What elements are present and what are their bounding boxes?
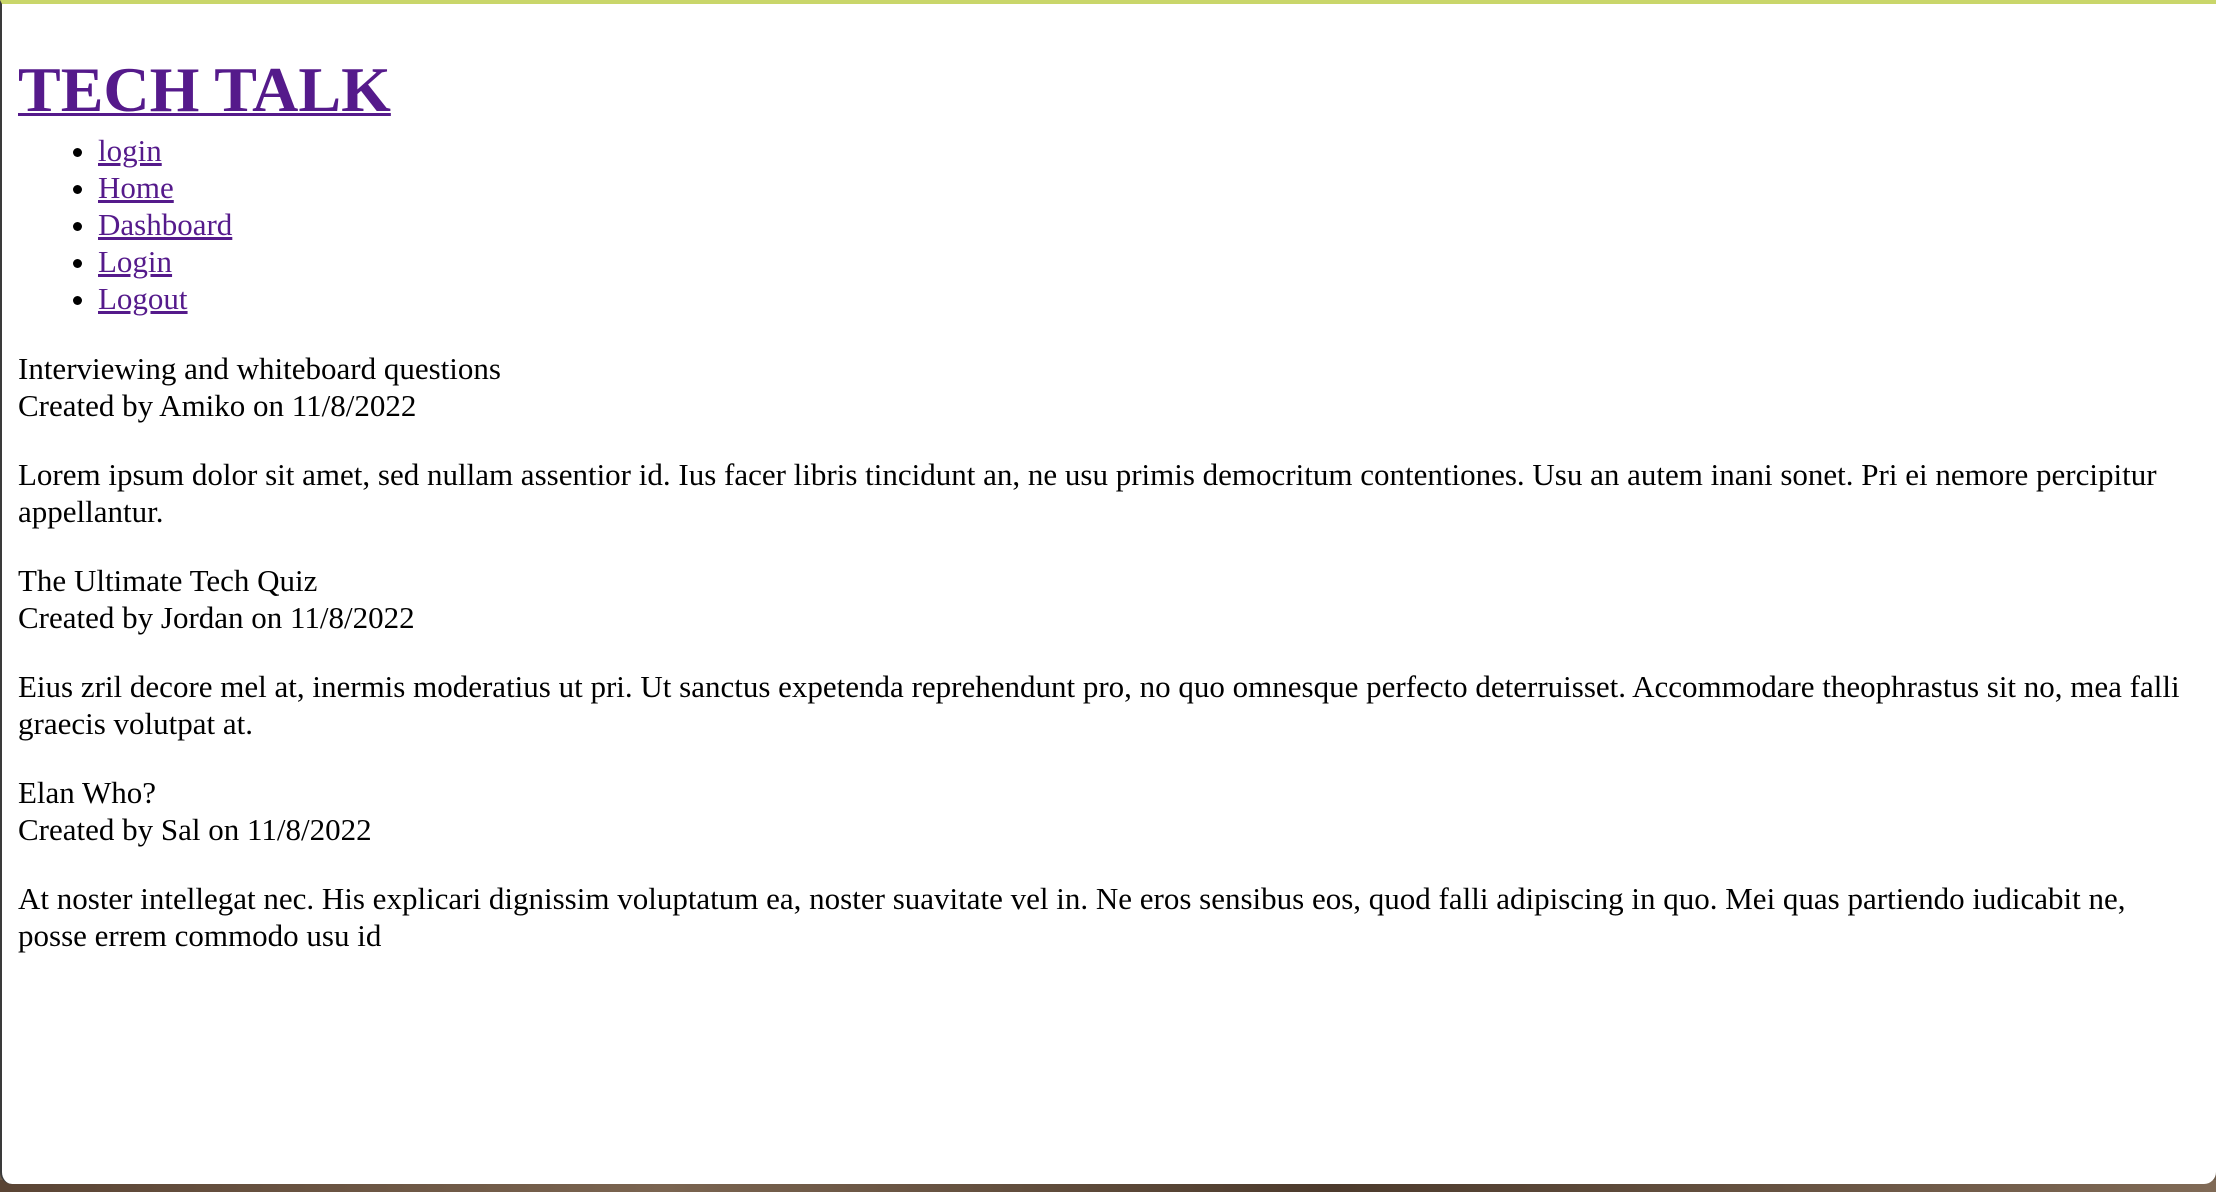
top-nav-login-link[interactable]: login: [98, 133, 162, 168]
post-title: Elan Who?: [18, 775, 157, 810]
post-item: [18, 562, 2200, 742]
post-item: [18, 350, 2200, 530]
post-body: Eius zril decore mel at, inermis moderatius ut pri. Ut sanctus expetenda reprehendunt pro, no quo omnesque perfecto deterruisset. Accommodare theophrastus sit no, mea falli graecis volutpat at.: [18, 669, 2180, 741]
main-nav-item-login: [98, 243, 2200, 280]
top-nav-item-login: [98, 132, 2200, 169]
post-body: Lorem ipsum dolor sit amet, sed nullam assentior id. Ius facer libris tincidunt an, ne usu primis democritum contentiones. Usu an autem inani sonet. Pri ei nemore percipitur appellantur.: [18, 457, 2157, 529]
post-title: The Ultimate Tech Quiz: [18, 563, 318, 598]
post-meta: Created by Amiko on 11/8/2022: [18, 388, 417, 423]
site-title-link[interactable]: TECH TALK: [18, 54, 391, 125]
main-nav-item-home: [98, 169, 2200, 206]
post-title: Interviewing and whiteboard questions: [18, 351, 501, 386]
main-nav: [18, 169, 2200, 317]
post-meta: Created by Jordan on 11/8/2022: [18, 600, 415, 635]
post-meta: Created by Sal on 11/8/2022: [18, 812, 372, 847]
logout-link[interactable]: Logout: [98, 281, 188, 316]
login-link[interactable]: Login: [98, 244, 173, 279]
post-list: [18, 350, 2200, 954]
main-nav-item-dashboard: [98, 206, 2200, 243]
page-content: [18, 48, 2200, 954]
site-title: [18, 48, 2200, 132]
main-nav-item-logout: [98, 280, 2200, 317]
post-body: At noster intellegat nec. His explicari dignissim voluptatum ea, noster suavitate vel in. Ne eros sensibus eos, quod falli adipiscing in quo. Mei quas partiendo iudicabit ne, posse errem commodo usu id: [18, 881, 2126, 953]
top-nav: [18, 132, 2200, 169]
post-item: [18, 774, 2200, 954]
home-link[interactable]: Home: [98, 170, 174, 205]
dashboard-link[interactable]: Dashboard: [98, 207, 233, 242]
